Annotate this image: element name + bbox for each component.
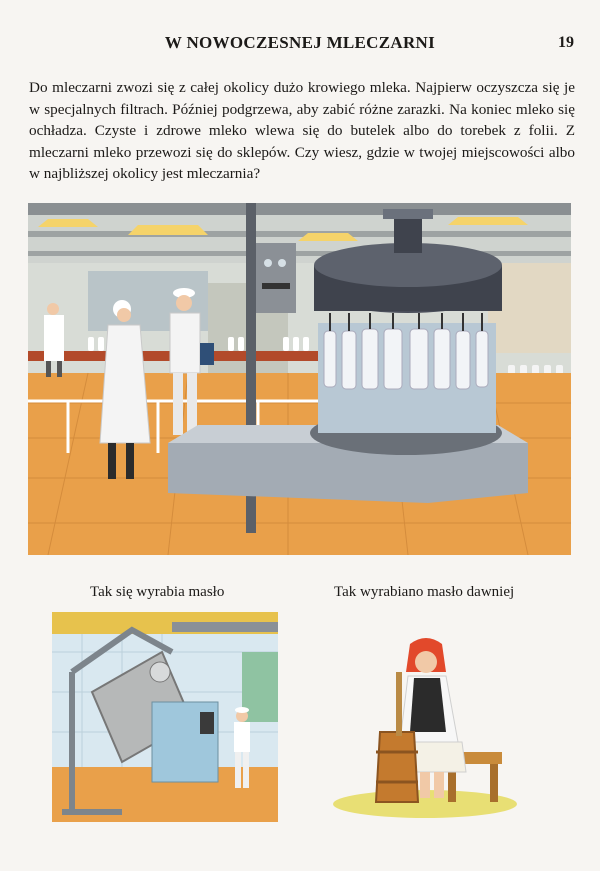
ceiling-lamp bbox=[128, 225, 208, 235]
ceiling-lamp bbox=[38, 219, 98, 227]
ceiling-lamp bbox=[448, 217, 528, 225]
caption-right: Tak wyrabiano masło dawniej bbox=[334, 584, 515, 600]
traditional-butter-churn-illustration bbox=[330, 632, 520, 822]
machine-base bbox=[168, 443, 528, 503]
control-panel bbox=[256, 243, 296, 313]
page-title: W NOWOCZESNEJ MLECZARNI bbox=[164, 33, 436, 52]
caption-left: Tak się wyrabia masło bbox=[90, 584, 225, 600]
dairy-bottling-illustration bbox=[28, 203, 571, 555]
body-paragraph: Do mleczarni zwozi się z całej okolicy dużo krowiego mleka. Najpierw oczyszcza się je w specjalnych filtrach. Później podgrzewa, aby zabić różne zarazki. Na koniec mleko się ochładza. Czyste i zdrowe mleko wlewa się do butelek albo do torebek z folii. Z mleczarni mleko przewozi się do sklepów. Czy wiesz, gdzie w twojej miejscowości albo w najbliższej okolicy jest mleczarnia? bbox=[29, 79, 575, 182]
ceiling-lamp bbox=[298, 233, 358, 241]
page-number: 19 bbox=[558, 34, 574, 51]
modern-butter-churn-illustration bbox=[52, 612, 278, 822]
